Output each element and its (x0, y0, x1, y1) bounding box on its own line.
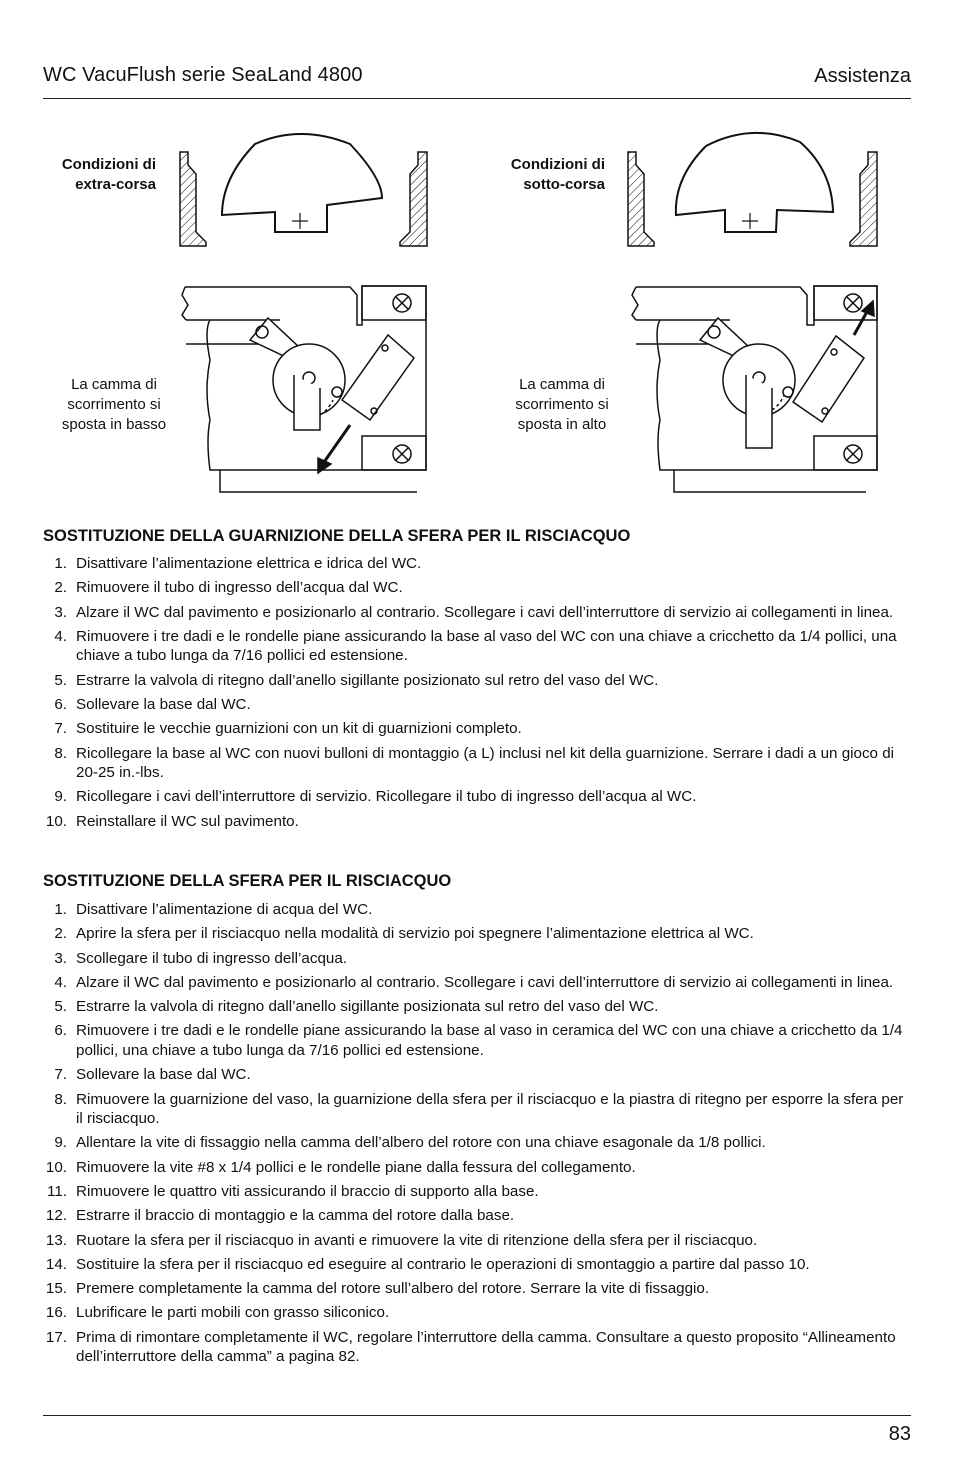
step-text: Alzare il WC dal pavimento e posizionarlo al contrario. Scollegare i cavi dell’interruttore di servizio ai collegamenti in linea. (76, 603, 894, 621)
list-item (43, 1090, 911, 1129)
step-number: 8. (54, 744, 67, 762)
step-text: Estrarre la valvola di ritegno dall’anello sigillante posizionata sul retro del vaso del WC. (76, 998, 659, 1016)
step-number: 6. (54, 1022, 67, 1040)
list-item (43, 787, 911, 807)
cam-slides-up-mechanism (632, 286, 877, 492)
step-text: Estrarre il braccio di montaggio e la camma del rotore dalla base. (76, 1207, 515, 1225)
section-heading-ball-replacement: SOSTITUZIONE DELLA SFERA PER IL RISCIACQUO (43, 872, 452, 890)
list-item (43, 997, 911, 1017)
document-title: WC VacuFlush serie SeaLand 4800 (43, 64, 363, 86)
step-number: 15. (45, 1280, 67, 1298)
list-item (43, 603, 911, 623)
list-item (43, 1206, 911, 1226)
step-text: Scollegare il tubo di ingresso dell’acqua. (76, 949, 348, 967)
step-number: 2. (54, 579, 67, 597)
step-text: Ricollegare i cavi dell’interruttore di servizio. Ricollegare il tubo di ingresso dell’acqua al WC. (76, 788, 697, 806)
step-number: 7. (54, 720, 67, 738)
step-number: 14. (45, 1255, 67, 1273)
step-number: 2. (54, 925, 67, 943)
step-number: 5. (54, 998, 67, 1016)
step-number: 4. (54, 973, 67, 991)
list-item (43, 671, 911, 691)
list-item (43, 1065, 911, 1085)
step-text: Rimuovere le quattro viti assicurando il braccio di supporto alla base. (76, 1182, 539, 1200)
overtravel-caption: Condizioni di extra-corsa (61, 156, 156, 193)
list-item (43, 1328, 911, 1367)
step-number: 4. (54, 627, 67, 645)
page-number: 83 (888, 1423, 911, 1445)
step-text: Sostituire la sfera per il risciacquo ed eseguire al contrario le operazioni di smontaggio a partire dal passo 10. (76, 1255, 810, 1273)
list-item (43, 1158, 911, 1178)
step-number: 5. (54, 671, 67, 689)
step-number: 6. (54, 695, 67, 713)
ball-replacement-steps (43, 900, 911, 1372)
step-text: Aprire la sfera per il risciacquo nella modalità di servizio poi spegnere l’alimentazione elettrica al WC. (76, 925, 754, 943)
step-number: 1. (54, 555, 67, 572)
step-text: Rimuovere la guarnizione del vaso, la guarnizione della sfera per il risciacquo e la piastra di ritegno per esporre la sfera per il risciacquo. (76, 1090, 904, 1128)
list-item (43, 1182, 911, 1202)
cam-slides-down-mechanism (182, 286, 426, 492)
list-item (43, 1133, 911, 1153)
step-text: Sostituire le vecchie guarnizioni con un kit di guarnizioni completo. (76, 720, 522, 738)
step-text: Disattivare l’alimentazione elettrica e idrica del WC. (76, 555, 422, 572)
list-item (43, 1303, 911, 1323)
list-item (43, 1255, 911, 1275)
step-number: 13. (45, 1231, 67, 1249)
page-header (43, 64, 911, 99)
list-item (43, 924, 911, 944)
step-text: Sollevare la base dal WC. (76, 1066, 251, 1084)
step-text: Reinstallare il WC sul pavimento. (76, 812, 299, 830)
step-text: Rimuovere i tre dadi e le rondelle piane assicurando la base al vaso del WC con una chiave a cricchetto da 1/4 pollici, una chiave a tubo lunga da 7/16 pollici ed estensione. (76, 627, 897, 665)
step-number: 3. (54, 949, 67, 967)
step-number: 9. (54, 1134, 67, 1152)
step-text: Lubrificare le parti mobili con grasso siliconico. (76, 1304, 390, 1322)
list-item (43, 695, 911, 715)
step-text: Prima di rimontare completamente il WC, regolare l’interruttore della camma. Consultare a questo proposito “Allineamento dell’interruttore della camma” a pagina 82. (76, 1328, 896, 1366)
undertravel-caption: Condizioni di sotto-corsa (510, 156, 605, 193)
list-item (43, 627, 911, 666)
step-text: Allentare la vite di fissaggio nella camma dell’albero del rotore con una chiave esagonale da 1/8 pollici. (76, 1134, 766, 1152)
step-text: Ruotare la sfera per il risciacquo in avanti e rimuovere la vite di ritenzione della sfera per il risciacquo. (76, 1231, 758, 1249)
step-text: Disattivare l’alimentazione di acqua del WC. (76, 901, 373, 918)
step-number: 3. (54, 603, 67, 621)
list-item (43, 1231, 911, 1251)
list-item (43, 900, 911, 920)
list-item (43, 812, 911, 832)
list-item (43, 949, 911, 969)
step-text: Premere completamente la camma del rotore sull’albero del rotore. Serrare la vite di fissaggio. (76, 1280, 710, 1298)
step-number: 12. (45, 1207, 67, 1225)
seal-replacement-steps (43, 554, 911, 836)
step-number: 11. (47, 1182, 67, 1200)
list-item (43, 578, 911, 598)
step-text: Rimuovere il tubo di ingresso dell’acqua dal WC. (76, 579, 403, 597)
list-item (43, 554, 911, 574)
step-text: Alzare il WC dal pavimento e posizionarlo al contrario. Scollegare i cavi dell’interruttore di servizio ai collegamenti in linea. (76, 973, 894, 991)
step-number: 10. (45, 1158, 67, 1176)
list-item (43, 1021, 911, 1060)
step-number: 8. (54, 1090, 67, 1108)
step-number: 16. (45, 1304, 67, 1322)
undertravel-cam-view (628, 133, 877, 246)
list-item (43, 744, 911, 783)
step-text: Rimuovere la vite #8 x 1/4 pollici e le rondelle piane dalla fessura del collegamento. (76, 1158, 636, 1176)
list-item (43, 719, 911, 739)
section-heading-seal-replacement: SOSTITUZIONE DELLA GUARNIZIONE DELLA SFERA PER IL RISCIACQUO (43, 527, 631, 545)
step-text: Rimuovere i tre dadi e le rondelle piane assicurando la base al vaso in ceramica del WC con una chiave a cricchetto da 1/4 pollici, una chiave a tubo lunga da 7/16 pollici ed estensione. (76, 1022, 903, 1059)
page-footer (43, 1415, 911, 1445)
cam-slides-down-caption: La camma di scorrimento si sposta in basso (61, 376, 167, 433)
overtravel-cam-view (180, 134, 427, 246)
list-item (43, 1279, 911, 1299)
step-number: 10. (45, 812, 67, 830)
step-text: Estrarre la valvola di ritegno dall’anello sigillante posizionato sul retro del vaso del WC. (76, 671, 659, 689)
step-number: 1. (54, 901, 67, 918)
section-name: Assistenza (814, 65, 911, 87)
list-item (43, 973, 911, 993)
step-number: 9. (54, 788, 67, 806)
step-number: 17. (45, 1328, 67, 1346)
cam-slides-up-caption: La camma di scorrimento si sposta in alto (515, 376, 609, 433)
step-text: Ricollegare la base al WC con nuovi bulloni di montaggio (a L) inclusi nel kit della guarnizione. Serrare i dadi a un gioco di 20-25 in.-lbs. (76, 744, 895, 782)
step-number: 7. (54, 1066, 67, 1084)
step-text: Sollevare la base dal WC. (76, 695, 251, 713)
cam-diagram-figure (0, 120, 954, 510)
